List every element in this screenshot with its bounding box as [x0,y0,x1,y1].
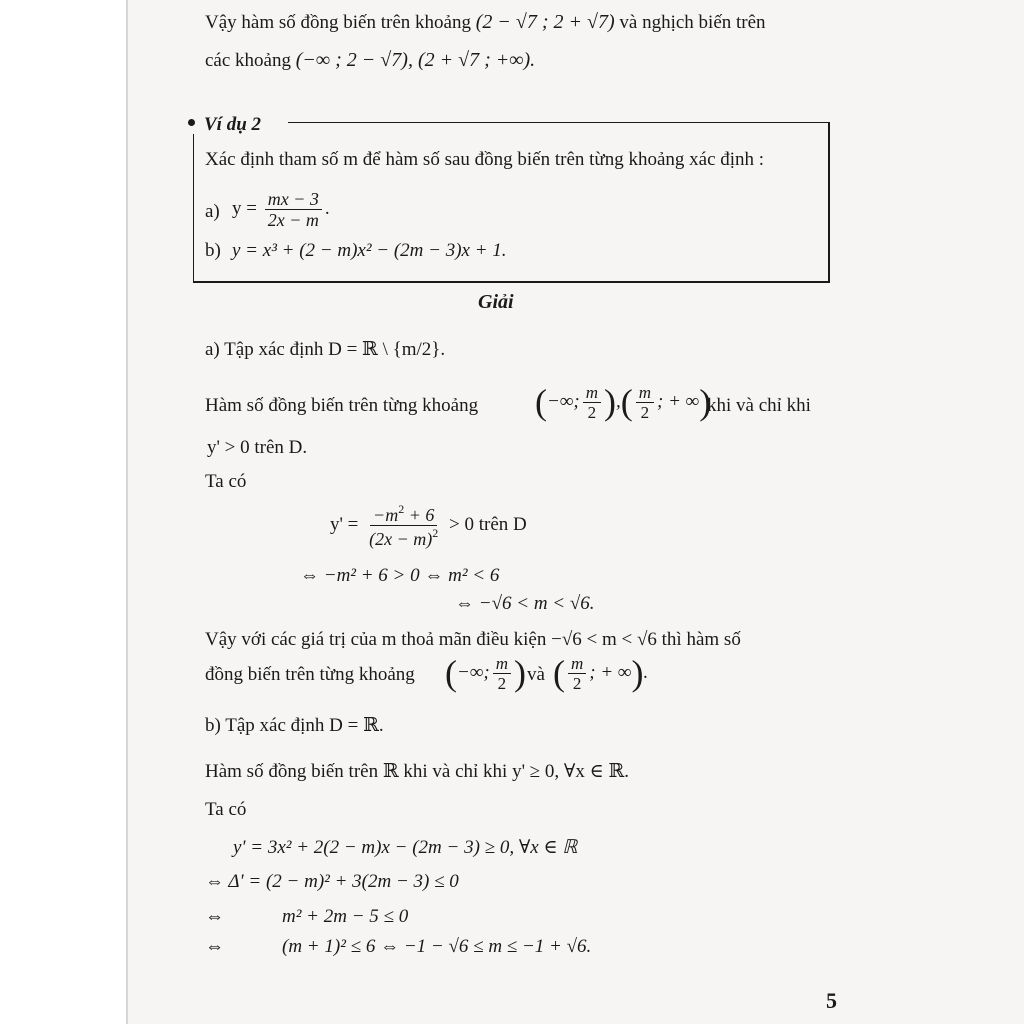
solution-a-conclusion-2a: đồng biến trên từng khoảng [205,664,415,685]
example-part-a-label: a) [205,201,220,222]
solution-title: Giải [478,291,514,313]
example-part-a-formula: y = $\frac{mx - 3}{2x - m}$ . [232,190,362,234]
solution-b-step-3-symbol: ⇔ [205,936,224,957]
solution-a-conclusion-2b: và [527,664,545,685]
solution-a-derivative: y' = $\frac{-m^2 + 6}{(2x - m)^2}$ > 0 trên D [330,502,527,549]
solution-a-interval-right: ( $\frac{m}{2}$ ; + ∞). [553,653,649,694]
solution-a-conclusion-1: Vậy với các giá trị của m thoả mãn điều kiện −√6 < m < √6 thì hàm số [205,629,741,650]
example-prompt: Xác định tham số m để hàm số sau đồng biến trên từng khoảng xác định : [205,149,765,170]
solution-a-condition-2: y' > 0 trên D. [207,437,308,458]
solution-b-step-2: m² + 2m − 5 ≤ 0 [282,906,409,927]
interval-increasing: (2 − √7 ; 2 + √7) [475,11,615,33]
solution-a-domain: a) Tập xác định D = ℝ \ {m/2}. [205,339,446,360]
solution-b-step-2-symbol: ⇔ [205,906,224,927]
solution-b-derivative: y' = 3x² + 2(2 − m)x − (2m − 3) ≥ 0, ∀x ∈ ℝ [233,837,578,858]
page-number: 5 [826,988,837,1013]
solution-a-step-2: ⇔ −√6 < m < √6. [455,593,595,614]
solution-b-step-3: (m + 1)² ≤ 6 ⇔ −1 − √6 ≤ m ≤ −1 + √6. [282,936,592,957]
intro-line-1 [205,12,766,32]
example-part-b-formula: y = x³ + (2 − m)x² − (2m − 3)x + 1. [232,240,507,261]
solution-a-intervals: (−∞; $\frac{m}{2}$ ),( $\frac{m}{2}$ ; + ∞) [535,382,712,423]
solution-b-domain: b) Tập xác định D = ℝ. [205,715,384,736]
solution-b-condition: Hàm số đồng biến trên ℝ khi và chỉ khi y' ≥ 0, ∀x ∈ ℝ. [205,761,629,782]
intro-text-2a: các khoảng [205,50,291,71]
solution-a-step-1: ⇔ −m² + 6 > 0 ⇔ m² < 6 [300,565,500,586]
bullet-icon [188,119,195,126]
solution-a-ta-co: Ta có [205,471,247,492]
solution-a-condition-1b: khi và chỉ khi [707,395,811,416]
solution-b-ta-co: Ta có [205,799,247,820]
solution-b-step-1: ⇔ Δ' = (2 − m)² + 3(2m − 3) ≤ 0 [205,871,459,892]
example-title: Ví dụ 2 [204,114,262,135]
intro-text-1a: Vậy hàm số đồng biến trên khoảng [205,12,471,33]
intro-text-1b: và nghịch biến trên [619,12,766,33]
solution-a-interval-left: (−∞; $\frac{m}{2}$ ) [445,653,526,694]
solution-a-condition-1a: Hàm số đồng biến trên từng khoảng [205,395,479,416]
interval-decreasing: (−∞ ; 2 − √7), (2 + √7 ; +∞). [295,49,536,71]
intro-line-2 [205,50,535,70]
example-part-b-label: b) [205,240,221,261]
